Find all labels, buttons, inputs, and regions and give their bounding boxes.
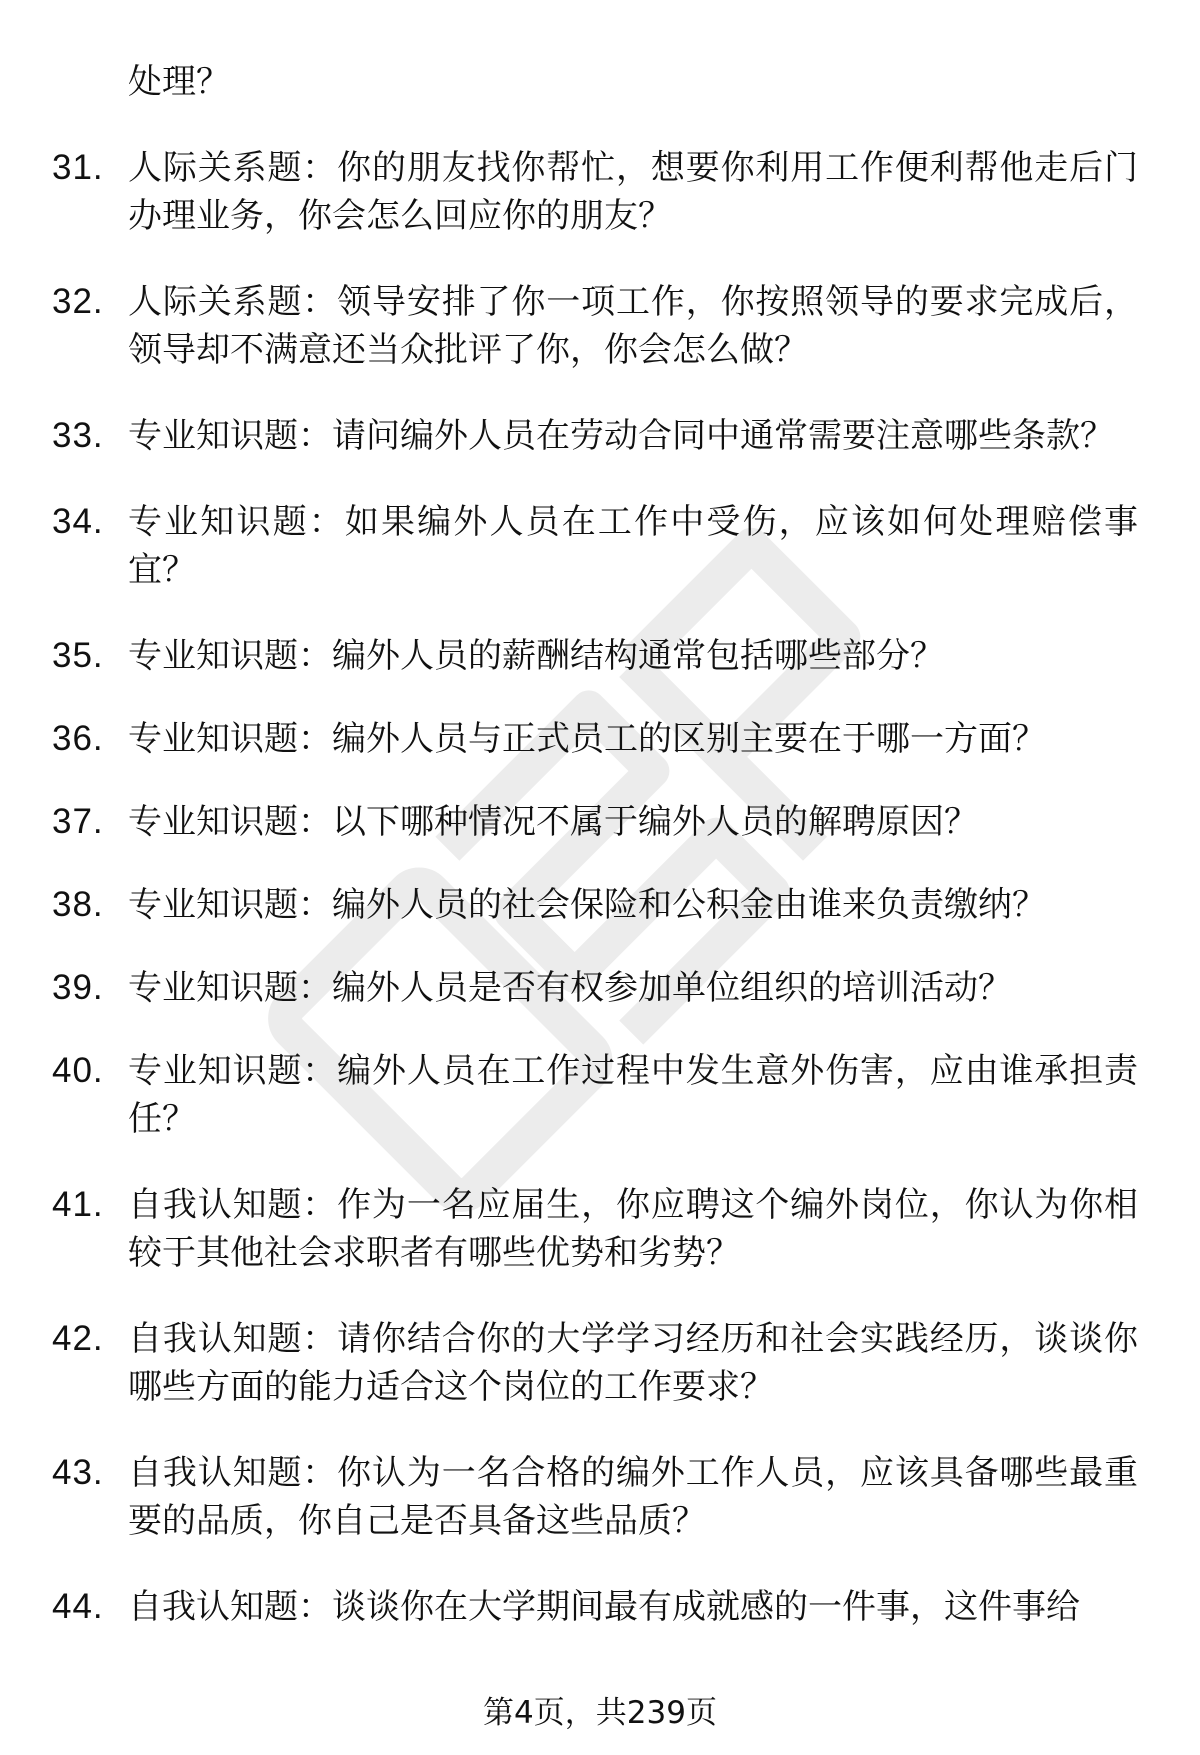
question-number: 41.	[52, 1185, 104, 1224]
question-number: 38.	[52, 885, 104, 924]
question-text: 专业知识题：编外人员的社会保险和公积金由谁来负责缴纳？	[128, 885, 1046, 925]
question-number: 43.	[52, 1453, 104, 1492]
question-item-31	[0, 144, 1200, 240]
question-text: 自我认知题：作为一名应届生，你应聘这个编外岗位，你认为你相较于其他社会求职者有哪些优势和劣势？	[128, 1185, 1138, 1273]
question-number: 40.	[52, 1051, 104, 1090]
question-text: 专业知识题：编外人员在工作过程中发生意外伤害，应由谁承担责任？	[128, 1051, 1138, 1139]
page-footer: 第4页，共239页	[483, 1695, 717, 1731]
question-item-36	[0, 715, 1200, 763]
question-text: 专业知识题：请问编外人员在劳动合同中通常需要注意哪些条款？	[128, 416, 1114, 456]
question-item-44	[0, 1583, 1200, 1631]
question-text: 专业知识题：以下哪种情况不属于编外人员的解聘原因？	[128, 802, 978, 842]
question-number: 31.	[52, 148, 104, 187]
question-number: 39.	[52, 968, 104, 1007]
question-item-40	[0, 1047, 1200, 1143]
question-number: 37.	[52, 802, 104, 841]
question-item-35	[0, 632, 1200, 680]
question-text: 自我认知题：谈谈你在大学期间最有成就感的一件事，这件事给	[128, 1587, 1080, 1627]
question-number: 35.	[52, 636, 104, 675]
question-item-33	[0, 412, 1200, 460]
question-number: 32.	[52, 282, 104, 321]
question-text: 自我认知题：你认为一名合格的编外工作人员，应该具备哪些最重要的品质，你自己是否具备这些品质？	[128, 1453, 1138, 1541]
question-item-43	[0, 1449, 1200, 1545]
question-item-38	[0, 881, 1200, 929]
question-item-41	[0, 1181, 1200, 1277]
question-item-37	[0, 798, 1200, 846]
question-text: 专业知识题：编外人员是否有权参加单位组织的培训活动？	[128, 968, 1012, 1008]
question-number: 44.	[52, 1587, 104, 1626]
question-text: 专业知识题：编外人员的薪酬结构通常包括哪些部分？	[128, 636, 944, 676]
question-number: 33.	[52, 416, 104, 455]
question-item-32	[0, 278, 1200, 374]
question-list	[0, 58, 1200, 1669]
question-text: 专业知识题：如果编外人员在工作中受伤，应该如何处理赔偿事宜？	[128, 502, 1138, 590]
question-number: 36.	[52, 719, 104, 758]
question-number: 42.	[52, 1319, 104, 1358]
question-text: 人际关系题：你的朋友找你帮忙，想要你利用工作便利帮他走后门办理业务，你会怎么回应你的朋友？	[128, 148, 1138, 236]
question-text: 自我认知题：请你结合你的大学学习经历和社会实践经历，谈谈你哪些方面的能力适合这个岗位的工作要求？	[128, 1319, 1138, 1407]
question-item-34	[0, 498, 1200, 594]
question-item-42	[0, 1315, 1200, 1411]
question-text: 专业知识题：编外人员与正式员工的区别主要在于哪一方面？	[128, 719, 1046, 759]
question-number: 34.	[52, 502, 104, 541]
continuation-text: 处理？	[128, 62, 230, 102]
question-item-39	[0, 964, 1200, 1012]
question-text: 人际关系题：领导安排了你一项工作，你按照领导的要求完成后，领导却不满意还当众批评了你，你会怎么做？	[128, 282, 1138, 370]
